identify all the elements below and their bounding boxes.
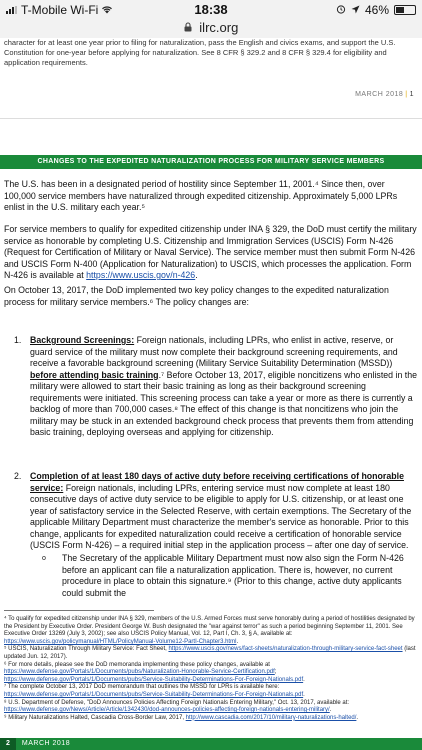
footer-date: MARCH 2018 (21, 740, 71, 747)
footnote-text: ⁸ U.S. Department of Defense, "DoD Announces Policies Affecting Foreign Nationals Entering Military," Oct. 13, 2017, available at: (4, 699, 350, 706)
footnote-9: ⁹ Military Naturalizations Halted, Cascadia Cross-Border Law, 2017, http://www.cascadia.com/2017/10/military-naturalizations-halted/. (4, 714, 359, 721)
item-title: Completion of at least 180 days of active duty before receiving certifications of honorable service: (30, 471, 404, 493)
page-footer (0, 738, 422, 750)
paragraph-text: For service members to qualify for expedited citizenship under INA § 329, the DoD must certify the military service as honorable by completing U.S. Citizenship and Immigration Services (USCIS) Form N-426 (Request for Certification of Military or Naval Service). The service member must then submit Form N-426 and USCIS Form N-400 (Application for Naturalization) to USCIS, which processes the application. Form N-426 is available at (4, 224, 417, 280)
footnote-text-end: (last updated Jun. 12, 2017). (4, 646, 416, 660)
list-number: 2. (14, 471, 22, 481)
status-right (336, 3, 416, 17)
page-header (355, 91, 414, 98)
list-item-active-duty (4, 471, 418, 552)
battery-fill (396, 7, 404, 13)
lock-icon (184, 20, 192, 35)
status-bar (0, 0, 422, 20)
footnote-text: ⁵ USCIS, Naturalization Through Military Service: Fact Sheet, (4, 646, 169, 653)
footnote-4: ⁴ To qualify for expedited citizenship under INA § 329, members of the U.S. Armed Forces must serve honorably during a period of hostilities designated by the President by Executive Order. President George W. Bush designated the "war against terror" as such a period beginning September 11, 2001. See Executive Order 13269 (July 3, 2002); see also USCIS Policy Manual, Vol. 12, Part I, Ch. 3, § A, available at: https://www.uscis.gov/policymanual/HTML/PolicyManual-Volume12-PartI-Chapter3.html. (4, 616, 415, 645)
footnote-text: ⁷ The complete October 13, 2017 DoD memorandum that outlines the MSSD for LPRs is available here: (4, 684, 280, 691)
alarm-icon (336, 3, 346, 17)
item-text: Foreign nationals, including LPRs, who enlist in active, reserve, or guard service of the military must now complete their background screening requirements, and receive a favorable background screening (Military Service Suitability Determination (MSSD)) (30, 335, 398, 368)
url-bar[interactable] (0, 20, 422, 38)
footnote-text: ⁴ To qualify for expedited citizenship under INA § 329, members of the U.S. Armed Forces must serve honorably during a period of hostilities designated by the President by Executive Order. President George W. Bush designated the "war against terror" as such a period beginning September 11, 2001. See Executive Order 13269 (July 3, 2002); see also USCIS Policy Manual, Vol. 12, Part I, Ch. 3, § A, available at: (4, 616, 415, 638)
battery-icon (394, 5, 416, 15)
list-number: 1. (14, 335, 22, 345)
footnotes (4, 616, 418, 722)
carrier-label: T-Mobile Wi-Fi (21, 3, 99, 17)
paragraph-form-n426 (4, 224, 418, 282)
paragraph-end: . (195, 270, 198, 280)
header-separator: | (405, 91, 408, 98)
footnote-8: ⁸ U.S. Department of Defense, "DoD Announces Policies Affecting Foreign Nationals Entering Military," Oct. 13, 2017, available at: https://www.defense.gov/News/Article/Article/1342430/dod-announces-policies-affecting-foreign-nationals-entering-military/. (4, 699, 350, 714)
header-date: MARCH 2018 (355, 91, 404, 98)
footnote-link[interactable]: https://www.defense.gov/Portals/1/Documents/pubs/Service-Suitability-Determinations-For-Foreign-Nationals.pdf (4, 676, 304, 683)
url-domain: ilrc.org (199, 20, 239, 35)
footnote-link[interactable]: https://www.defense.gov/Portals/1/Documents/pubs/Naturalization-Honorable-Service-Certification.pdf (4, 669, 275, 676)
document-page (0, 38, 422, 750)
footnote-7: ⁷ The complete October 13, 2017 DoD memorandum that outlines the MSSD for LPRs is available here: https://www.defense.gov/Portals/1/Documents/pubs/Service-Suitability-Determinations-For-Foreign-Nationals.pdf. (4, 684, 305, 698)
footnote-link[interactable]: https://www.uscis.gov/policymanual/HTML/PolicyManual-Volume12-PartI-Chapter3.html (4, 638, 237, 645)
paragraph-policy-changes: On October 13, 2017, the DoD implemented two key policy changes to the expedited naturalization process for military service members.⁶ The policy changes are: (4, 285, 389, 307)
footnote-link[interactable]: https://www.defense.gov/News/Article/Article/1342430/dod-announces-policies-affecting-foreign-nationals-entering-military/ (4, 707, 330, 714)
list-item-background-screenings (4, 335, 418, 439)
paragraph-hostility: The U.S. has been in a designated period of hostility since September 11, 2001.⁴ Since then, over 100,000 service members have naturalized through expedited citizenship. Approximately 5,000 LPRs enlist in the U.S. military each year.⁵ (4, 179, 398, 212)
bullet-icon: o (42, 555, 46, 562)
footnote-link[interactable]: http://www.cascadia.com/2017/10/military-naturalizations-halted/ (185, 714, 357, 721)
section-title: CHANGES TO THE EXPEDITED NATURALIZATION PROCESS FOR MILITARY SERVICE MEMBERS (0, 155, 422, 169)
footnote-6: ⁶ For more details, please see the DoD memoranda implementing these policy changes, available at https://www.defense.gov/Portals/1/Documents/pubs/Naturalization-Honorable-Service-Certification.pdf; https://www.defense.gov/Portals/1/Documents/pubs/Service-Suitability-Determinations-For-Foreign-Nationals.pdf. (4, 661, 305, 683)
header-page-number: 1 (409, 91, 414, 98)
top-paragraph-fragment: character for at least one year prior to filing for naturalization, pass the English and civics exams, and support the U.S. Constitution for one-year before applying for naturalization. See 8 CFR § 329.2 and 8 CFR § 329.4 for eligibility and application requirements. (4, 38, 396, 67)
location-icon (351, 3, 360, 17)
footer-page-number: 2 (0, 738, 16, 750)
sub-item-text: The Secretary of the applicable Military Department must now also sign the Form N-426 before an applicant can file a naturalization application. There is, however, no current procedure in place to obtain this signature.⁹ (Prior to this change, active duty applicants could submit the (62, 553, 404, 598)
item-emphasis: before attending basic training (30, 369, 159, 380)
page-divider (0, 118, 422, 119)
footnote-5 (4, 646, 418, 661)
footnote-link[interactable]: https://www.defense.gov/Portals/1/Documents/pubs/Service-Suitability-Determinations-For-Foreign-Nationals.pdf (4, 691, 304, 698)
clock: 18:38 (194, 2, 228, 17)
footnote-rule (4, 610, 154, 611)
item-title: Background Screenings: (30, 335, 135, 345)
sub-list-item (34, 553, 418, 599)
item-text-cont: .⁷ Before October 13, 2017, eligible noncitizens who enlisted in the military were allowed to start their basic training as long as their background screening requirements were initiated. This screening process can take a year or more as there is currently a backlog of more than 700,000 cases.⁸ The effect of this change is that noncitizens who join the military may be stuck in an extended background check process that prevents them from attending basic training, deploying overseas and applying for citizenship. (30, 369, 418, 437)
item-text: Foreign nationals, including LPRs, entering service must now complete at least 180 consecutive days of active duty service to be eligible to apply for U.S. citizenship, or at least one year of satisfactory service in the Selected Reserve, with certain exemptions. The Secretary of the applicable Military Department must characterize the member's service as honorable. Prior to this change, applicants for expedited naturalization could receive a certification of honorable service (USCIS Form N-426) – a required initial step in the application process – after one day of service. (30, 482, 412, 550)
n426-link[interactable]: https://www.uscis.gov/n-426 (86, 270, 196, 280)
footnote-link[interactable]: https://www.uscis.gov/news/fact-sheets/naturalization-through-military-service-fact-sheet (168, 646, 403, 653)
battery-percent: 46% (364, 3, 389, 17)
footnote-text: ⁹ Military Naturalizations Halted, Cascadia Cross-Border Law, 2017, (4, 714, 186, 721)
footnote-text: ⁶ For more details, please see the DoD memoranda implementing these policy changes, available at (4, 661, 270, 668)
